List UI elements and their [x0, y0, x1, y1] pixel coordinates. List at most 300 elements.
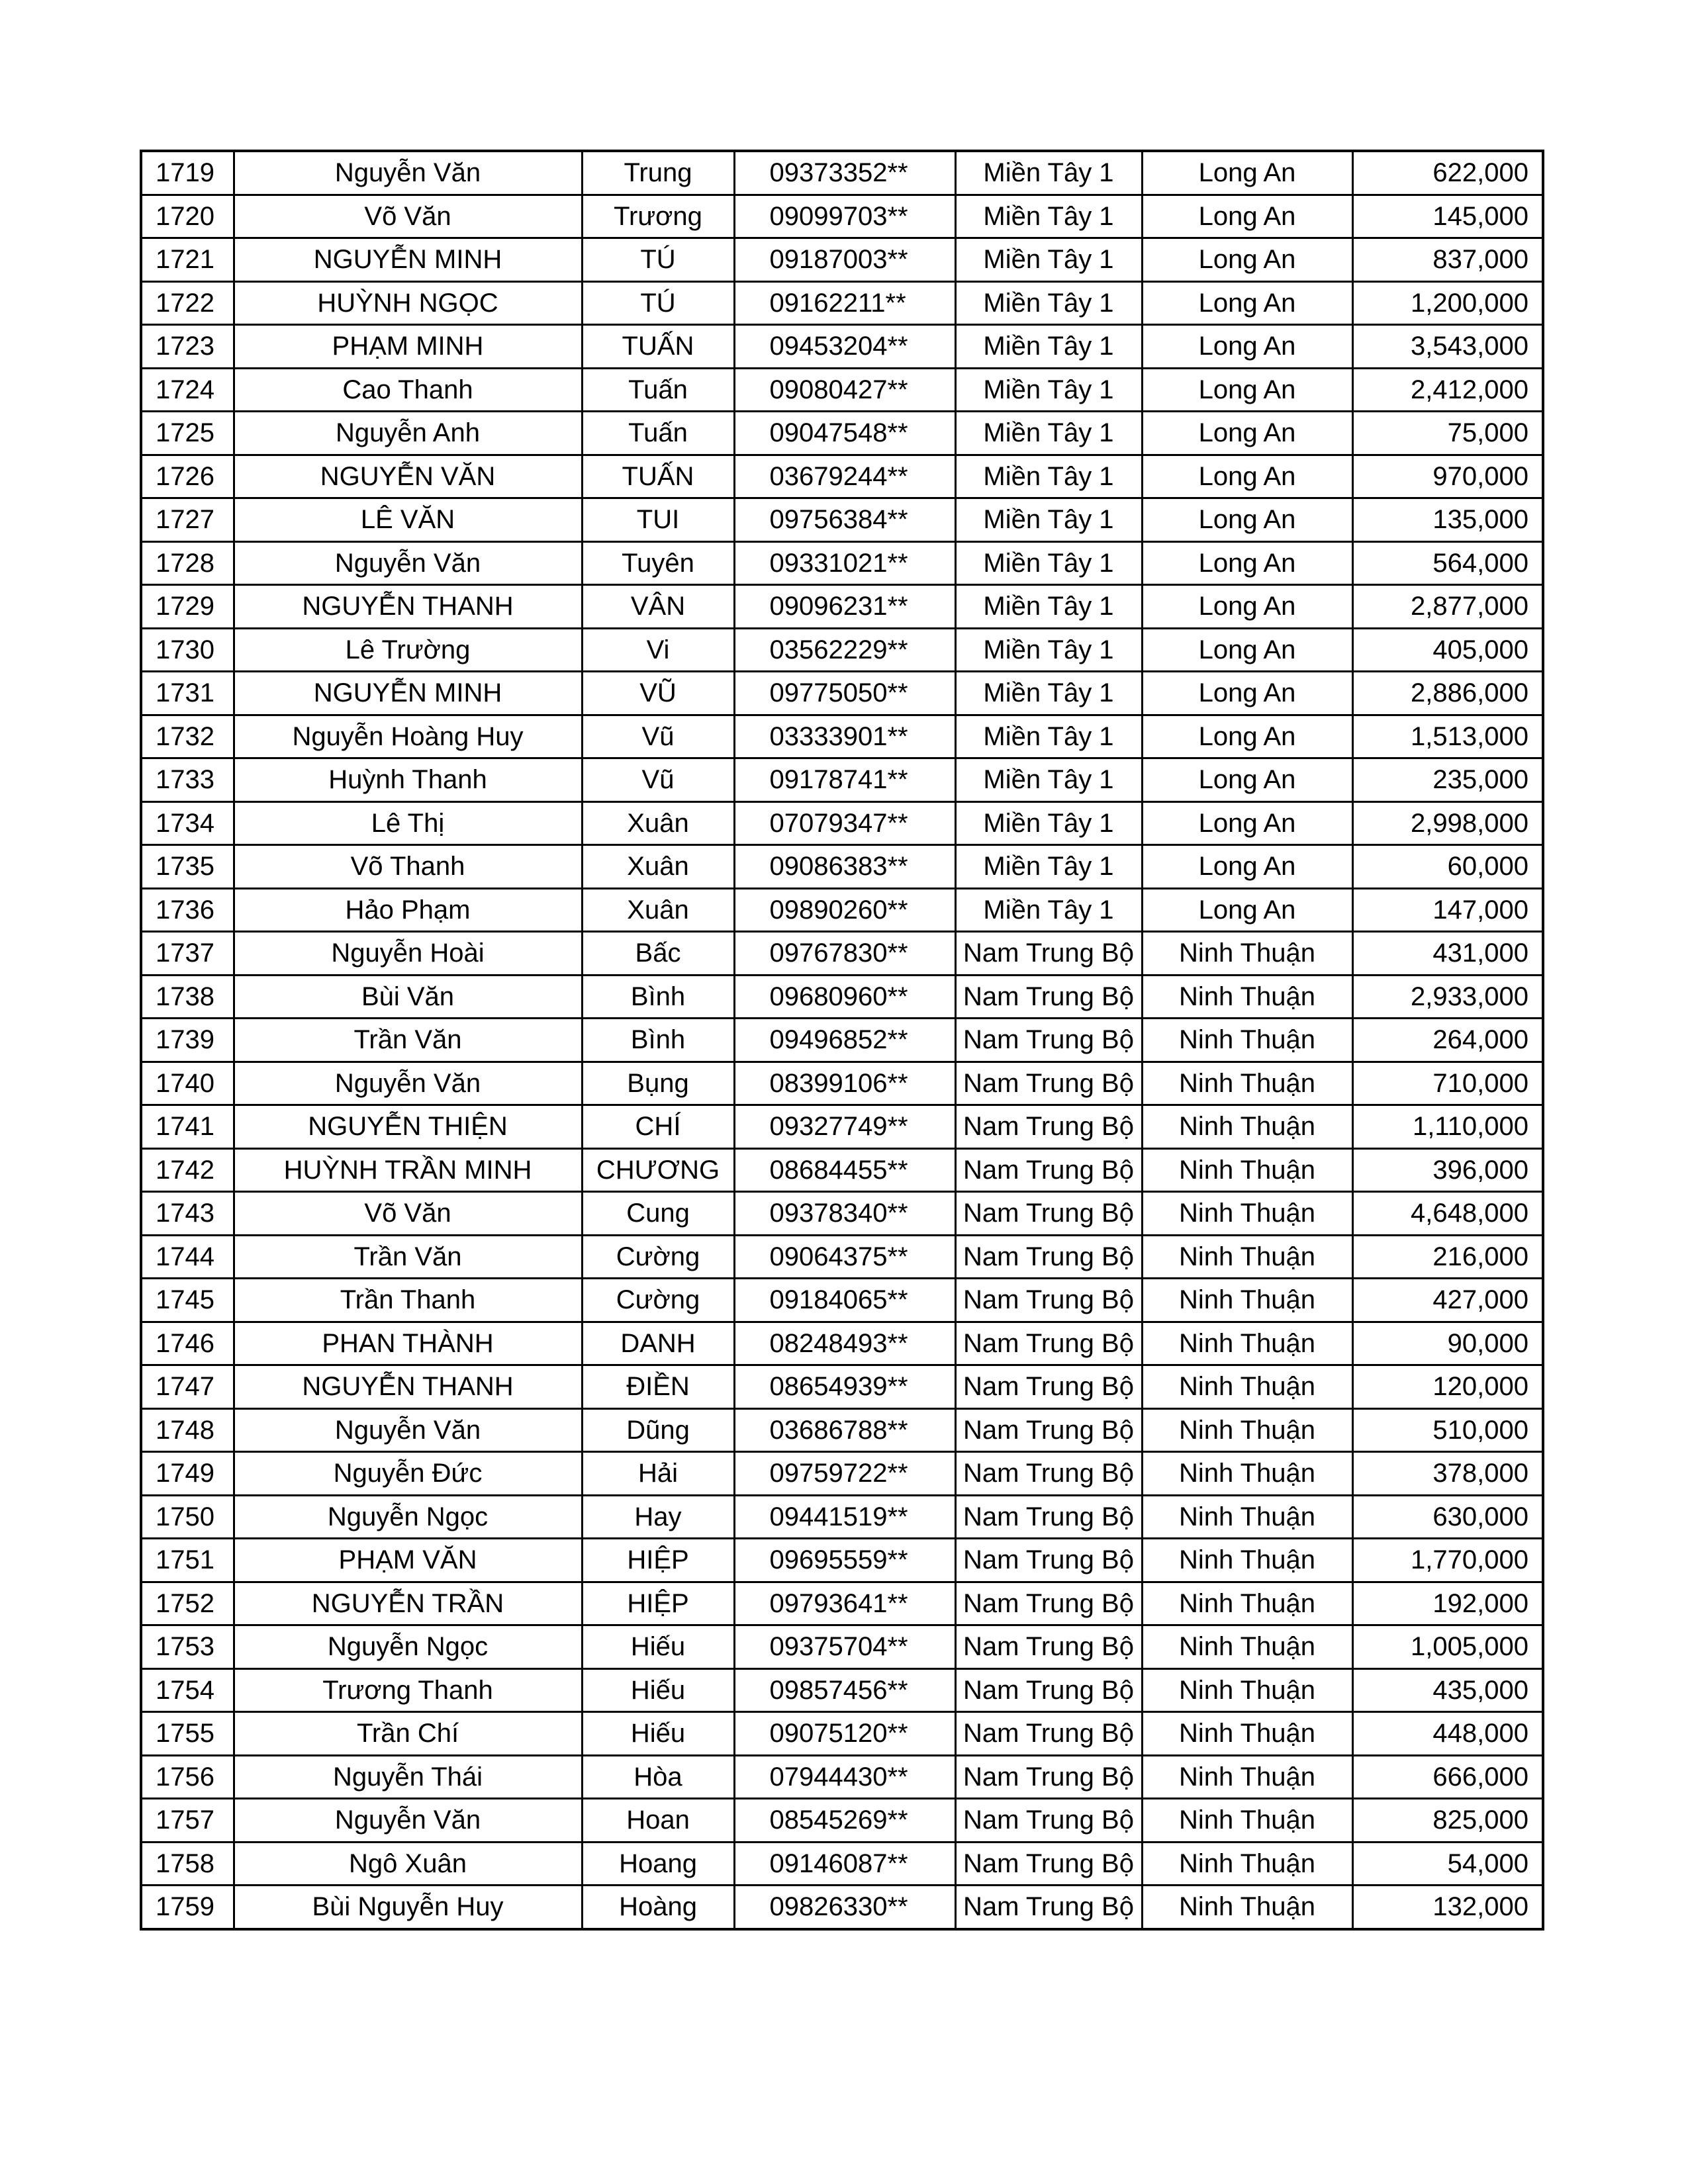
surname-middle-name-cell: PHẠM MINH	[234, 325, 582, 369]
province-cell: Long An	[1142, 325, 1352, 369]
given-name-cell: Hiếu	[582, 1712, 734, 1756]
given-name-cell: Cường	[582, 1235, 734, 1279]
given-name-cell: Cường	[582, 1279, 734, 1322]
province-cell: Ninh Thuận	[1142, 1192, 1352, 1236]
surname-middle-name-cell: NGUYỄN THANH	[234, 585, 582, 629]
given-name-cell: VÂN	[582, 585, 734, 629]
amount-cell: 622,000	[1352, 151, 1543, 195]
amount-cell: 135,000	[1352, 498, 1543, 542]
province-cell: Long An	[1142, 281, 1352, 325]
province-cell: Ninh Thuận	[1142, 1148, 1352, 1192]
phone-number-cell: 09793641**	[734, 1582, 955, 1625]
phone-number-cell: 08654939**	[734, 1365, 955, 1409]
amount-cell: 837,000	[1352, 238, 1543, 282]
amount-cell: 2,886,000	[1352, 672, 1543, 715]
given-name-cell: Xuân	[582, 888, 734, 932]
amount-cell: 60,000	[1352, 845, 1543, 889]
amount-cell: 710,000	[1352, 1062, 1543, 1105]
surname-middle-name-cell: Nguyễn Ngọc	[234, 1625, 582, 1669]
region-cell: Miền Tây 1	[955, 368, 1142, 412]
phone-number-cell: 09759722**	[734, 1452, 955, 1496]
row-number-cell: 1739	[141, 1019, 234, 1062]
row-number-cell: 1727	[141, 498, 234, 542]
amount-cell: 2,998,000	[1352, 801, 1543, 845]
amount-cell: 4,648,000	[1352, 1192, 1543, 1236]
given-name-cell: Hoàng	[582, 1886, 734, 1929]
table-row	[141, 368, 1543, 412]
given-name-cell: Bình	[582, 1019, 734, 1062]
amount-cell: 431,000	[1352, 932, 1543, 976]
surname-middle-name-cell: Võ Văn	[234, 1192, 582, 1236]
amount-cell: 630,000	[1352, 1495, 1543, 1539]
phone-number-cell: 09080427**	[734, 368, 955, 412]
given-name-cell: Hoang	[582, 1842, 734, 1886]
surname-middle-name-cell: Trần Văn	[234, 1235, 582, 1279]
surname-middle-name-cell: Trần Chí	[234, 1712, 582, 1756]
row-number-cell: 1756	[141, 1755, 234, 1799]
province-cell: Long An	[1142, 412, 1352, 455]
amount-cell: 1,200,000	[1352, 281, 1543, 325]
row-number-cell: 1758	[141, 1842, 234, 1886]
amount-cell: 2,933,000	[1352, 975, 1543, 1019]
table-row	[141, 1408, 1543, 1452]
amount-cell: 216,000	[1352, 1235, 1543, 1279]
surname-middle-name-cell: Nguyễn Văn	[234, 1062, 582, 1105]
province-cell: Ninh Thuận	[1142, 1886, 1352, 1929]
row-number-cell: 1725	[141, 412, 234, 455]
table-row	[141, 1279, 1543, 1322]
table-row	[141, 1365, 1543, 1409]
amount-cell: 120,000	[1352, 1365, 1543, 1409]
phone-number-cell: 03679244**	[734, 455, 955, 498]
table-row	[141, 628, 1543, 672]
province-cell: Ninh Thuận	[1142, 1322, 1352, 1365]
phone-number-cell: 03562229**	[734, 628, 955, 672]
phone-number-cell: 09099703**	[734, 195, 955, 238]
table-row	[141, 1192, 1543, 1236]
province-cell: Long An	[1142, 672, 1352, 715]
amount-cell: 75,000	[1352, 412, 1543, 455]
phone-number-cell: 09775050**	[734, 672, 955, 715]
table-row	[141, 888, 1543, 932]
province-cell: Long An	[1142, 888, 1352, 932]
amount-cell: 378,000	[1352, 1452, 1543, 1496]
given-name-cell: Bấc	[582, 932, 734, 976]
phone-number-cell: 09680960**	[734, 975, 955, 1019]
given-name-cell: CHÍ	[582, 1105, 734, 1149]
province-cell: Long An	[1142, 541, 1352, 585]
amount-cell: 1,110,000	[1352, 1105, 1543, 1149]
region-cell: Miền Tây 1	[955, 281, 1142, 325]
amount-cell: 54,000	[1352, 1842, 1543, 1886]
phone-number-cell: 09327749**	[734, 1105, 955, 1149]
phone-number-cell: 09373352**	[734, 151, 955, 195]
row-number-cell: 1744	[141, 1235, 234, 1279]
row-number-cell: 1719	[141, 151, 234, 195]
given-name-cell: Hiếu	[582, 1625, 734, 1669]
given-name-cell: Hải	[582, 1452, 734, 1496]
amount-cell: 435,000	[1352, 1668, 1543, 1712]
given-name-cell: VŨ	[582, 672, 734, 715]
region-cell: Miền Tây 1	[955, 715, 1142, 758]
phone-number-cell: 09375704**	[734, 1625, 955, 1669]
phone-number-cell: 09441519**	[734, 1495, 955, 1539]
given-name-cell: Xuân	[582, 801, 734, 845]
surname-middle-name-cell: Lê Thị	[234, 801, 582, 845]
table-row	[141, 498, 1543, 542]
amount-cell: 405,000	[1352, 628, 1543, 672]
given-name-cell: Hay	[582, 1495, 734, 1539]
province-cell: Ninh Thuận	[1142, 975, 1352, 1019]
table-row	[141, 281, 1543, 325]
province-cell: Long An	[1142, 758, 1352, 802]
table-row	[141, 195, 1543, 238]
given-name-cell: Vũ	[582, 758, 734, 802]
surname-middle-name-cell: Võ Văn	[234, 195, 582, 238]
given-name-cell: Hòa	[582, 1755, 734, 1799]
region-cell: Nam Trung Bộ	[955, 1408, 1142, 1452]
region-cell: Miền Tây 1	[955, 325, 1142, 369]
amount-cell: 2,412,000	[1352, 368, 1543, 412]
phone-number-cell: 09047548**	[734, 412, 955, 455]
table-row	[141, 801, 1543, 845]
region-cell: Miền Tây 1	[955, 455, 1142, 498]
amount-cell: 192,000	[1352, 1582, 1543, 1625]
phone-number-cell: 09331021**	[734, 541, 955, 585]
row-number-cell: 1750	[141, 1495, 234, 1539]
row-number-cell: 1735	[141, 845, 234, 889]
phone-number-cell: 09756384**	[734, 498, 955, 542]
table-row	[141, 1582, 1543, 1625]
amount-cell: 235,000	[1352, 758, 1543, 802]
surname-middle-name-cell: HUỲNH NGỌC	[234, 281, 582, 325]
table-row	[141, 1755, 1543, 1799]
table-row	[141, 1235, 1543, 1279]
given-name-cell: TUẤN	[582, 455, 734, 498]
table-row	[141, 541, 1543, 585]
row-number-cell: 1745	[141, 1279, 234, 1322]
surname-middle-name-cell: Trần Thanh	[234, 1279, 582, 1322]
row-number-cell: 1742	[141, 1148, 234, 1192]
surname-middle-name-cell: NGUYỄN TRẦN	[234, 1582, 582, 1625]
row-number-cell: 1721	[141, 238, 234, 282]
table-row	[141, 1668, 1543, 1712]
phone-number-cell: 07944430**	[734, 1755, 955, 1799]
region-cell: Nam Trung Bộ	[955, 1148, 1142, 1192]
surname-middle-name-cell: NGUYỄN THANH	[234, 1365, 582, 1409]
surname-middle-name-cell: NGUYỄN MINH	[234, 672, 582, 715]
row-number-cell: 1748	[141, 1408, 234, 1452]
table-body	[141, 151, 1543, 1929]
phone-number-cell: 09075120**	[734, 1712, 955, 1756]
region-cell: Nam Trung Bộ	[955, 1105, 1142, 1149]
surname-middle-name-cell: Lê Trường	[234, 628, 582, 672]
region-cell: Nam Trung Bộ	[955, 1452, 1142, 1496]
given-name-cell: Vũ	[582, 715, 734, 758]
phone-number-cell: 09184065**	[734, 1279, 955, 1322]
amount-cell: 666,000	[1352, 1755, 1543, 1799]
given-name-cell: Bụng	[582, 1062, 734, 1105]
phone-number-cell: 07079347**	[734, 801, 955, 845]
table-row	[141, 1799, 1543, 1843]
table-row	[141, 1625, 1543, 1669]
table-row	[141, 715, 1543, 758]
phone-number-cell: 03333901**	[734, 715, 955, 758]
region-cell: Nam Trung Bộ	[955, 1886, 1142, 1929]
table-row	[141, 1539, 1543, 1582]
province-cell: Ninh Thuận	[1142, 1235, 1352, 1279]
row-number-cell: 1731	[141, 672, 234, 715]
given-name-cell: TUI	[582, 498, 734, 542]
table-row	[141, 1062, 1543, 1105]
row-number-cell: 1723	[141, 325, 234, 369]
row-number-cell: 1733	[141, 758, 234, 802]
row-number-cell: 1738	[141, 975, 234, 1019]
region-cell: Miền Tây 1	[955, 195, 1142, 238]
region-cell: Nam Trung Bộ	[955, 975, 1142, 1019]
province-cell: Ninh Thuận	[1142, 1365, 1352, 1409]
table-row	[141, 1322, 1543, 1365]
given-name-cell: Hiếu	[582, 1668, 734, 1712]
amount-cell: 825,000	[1352, 1799, 1543, 1843]
table-row	[141, 412, 1543, 455]
row-number-cell: 1749	[141, 1452, 234, 1496]
phone-number-cell: 09096231**	[734, 585, 955, 629]
row-number-cell: 1751	[141, 1539, 234, 1582]
row-number-cell: 1728	[141, 541, 234, 585]
province-cell: Ninh Thuận	[1142, 1712, 1352, 1756]
amount-cell: 147,000	[1352, 888, 1543, 932]
amount-cell: 3,543,000	[1352, 325, 1543, 369]
phone-number-cell: 09178741**	[734, 758, 955, 802]
table-row	[141, 672, 1543, 715]
table-row	[141, 325, 1543, 369]
table-row	[141, 1886, 1543, 1929]
region-cell: Miền Tây 1	[955, 412, 1142, 455]
region-cell: Miền Tây 1	[955, 585, 1142, 629]
region-cell: Miền Tây 1	[955, 758, 1142, 802]
row-number-cell: 1757	[141, 1799, 234, 1843]
amount-cell: 145,000	[1352, 195, 1543, 238]
surname-middle-name-cell: Nguyễn Anh	[234, 412, 582, 455]
surname-middle-name-cell: Nguyễn Đức	[234, 1452, 582, 1496]
row-number-cell: 1754	[141, 1668, 234, 1712]
phone-number-cell: 09162211**	[734, 281, 955, 325]
amount-cell: 396,000	[1352, 1148, 1543, 1192]
province-cell: Long An	[1142, 628, 1352, 672]
amount-cell: 264,000	[1352, 1019, 1543, 1062]
given-name-cell: Hoan	[582, 1799, 734, 1843]
table-row	[141, 238, 1543, 282]
region-cell: Nam Trung Bộ	[955, 1799, 1142, 1843]
region-cell: Miền Tây 1	[955, 151, 1142, 195]
surname-middle-name-cell: LÊ VĂN	[234, 498, 582, 542]
amount-cell: 448,000	[1352, 1712, 1543, 1756]
row-number-cell: 1759	[141, 1886, 234, 1929]
row-number-cell: 1730	[141, 628, 234, 672]
table-row	[141, 932, 1543, 976]
surname-middle-name-cell: Bùi Văn	[234, 975, 582, 1019]
phone-number-cell: 09496852**	[734, 1019, 955, 1062]
amount-cell: 510,000	[1352, 1408, 1543, 1452]
province-cell: Ninh Thuận	[1142, 1495, 1352, 1539]
table-row	[141, 845, 1543, 889]
region-cell: Nam Trung Bộ	[955, 1495, 1142, 1539]
row-number-cell: 1752	[141, 1582, 234, 1625]
phone-number-cell: 09826330**	[734, 1886, 955, 1929]
given-name-cell: TÚ	[582, 238, 734, 282]
row-number-cell: 1743	[141, 1192, 234, 1236]
province-cell: Long An	[1142, 368, 1352, 412]
row-number-cell: 1736	[141, 888, 234, 932]
given-name-cell: Trương	[582, 195, 734, 238]
amount-cell: 564,000	[1352, 541, 1543, 585]
given-name-cell: Tuấn	[582, 368, 734, 412]
surname-middle-name-cell: Nguyễn Văn	[234, 1408, 582, 1452]
given-name-cell: Trung	[582, 151, 734, 195]
table-row	[141, 1452, 1543, 1496]
province-cell: Ninh Thuận	[1142, 1408, 1352, 1452]
given-name-cell: Tuyên	[582, 541, 734, 585]
phone-number-cell: 08684455**	[734, 1148, 955, 1192]
surname-middle-name-cell: Nguyễn Văn	[234, 541, 582, 585]
row-number-cell: 1729	[141, 585, 234, 629]
province-cell: Ninh Thuận	[1142, 1539, 1352, 1582]
province-cell: Ninh Thuận	[1142, 1062, 1352, 1105]
phone-number-cell: 09146087**	[734, 1842, 955, 1886]
surname-middle-name-cell: Huỳnh Thanh	[234, 758, 582, 802]
phone-number-cell: 09187003**	[734, 238, 955, 282]
province-cell: Ninh Thuận	[1142, 1842, 1352, 1886]
province-cell: Ninh Thuận	[1142, 1452, 1352, 1496]
region-cell: Nam Trung Bộ	[955, 1279, 1142, 1322]
amount-cell: 2,877,000	[1352, 585, 1543, 629]
amount-cell: 132,000	[1352, 1886, 1543, 1929]
province-cell: Long An	[1142, 715, 1352, 758]
row-number-cell: 1740	[141, 1062, 234, 1105]
region-cell: Nam Trung Bộ	[955, 1712, 1142, 1756]
surname-middle-name-cell: PHẠM VĂN	[234, 1539, 582, 1582]
table-row	[141, 151, 1543, 195]
amount-cell: 427,000	[1352, 1279, 1543, 1322]
region-cell: Nam Trung Bộ	[955, 1019, 1142, 1062]
surname-middle-name-cell: Cao Thanh	[234, 368, 582, 412]
province-cell: Ninh Thuận	[1142, 1625, 1352, 1669]
province-cell: Ninh Thuận	[1142, 1105, 1352, 1149]
amount-cell: 90,000	[1352, 1322, 1543, 1365]
region-cell: Miền Tây 1	[955, 888, 1142, 932]
region-cell: Nam Trung Bộ	[955, 1235, 1142, 1279]
row-number-cell: 1720	[141, 195, 234, 238]
given-name-cell: Dũng	[582, 1408, 734, 1452]
phone-number-cell: 09378340**	[734, 1192, 955, 1236]
table-row	[141, 455, 1543, 498]
province-cell: Ninh Thuận	[1142, 1668, 1352, 1712]
region-cell: Nam Trung Bộ	[955, 1582, 1142, 1625]
given-name-cell: Cung	[582, 1192, 734, 1236]
surname-middle-name-cell: Nguyễn Văn	[234, 1799, 582, 1843]
province-cell: Long An	[1142, 195, 1352, 238]
province-cell: Long An	[1142, 455, 1352, 498]
province-cell: Long An	[1142, 845, 1352, 889]
province-cell: Long An	[1142, 801, 1352, 845]
given-name-cell: TÚ	[582, 281, 734, 325]
region-cell: Nam Trung Bộ	[955, 1192, 1142, 1236]
phone-number-cell: 09857456**	[734, 1668, 955, 1712]
surname-middle-name-cell: Nguyễn Văn	[234, 151, 582, 195]
row-number-cell: 1732	[141, 715, 234, 758]
amount-cell: 1,005,000	[1352, 1625, 1543, 1669]
surname-middle-name-cell: Nguyễn Hoài	[234, 932, 582, 976]
amount-cell: 1,770,000	[1352, 1539, 1543, 1582]
province-cell: Ninh Thuận	[1142, 1582, 1352, 1625]
table-row	[141, 1842, 1543, 1886]
given-name-cell: Vi	[582, 628, 734, 672]
surname-middle-name-cell: Nguyễn Thái	[234, 1755, 582, 1799]
table-row	[141, 758, 1543, 802]
given-name-cell: Tuấn	[582, 412, 734, 455]
region-cell: Nam Trung Bộ	[955, 1322, 1142, 1365]
region-cell: Miền Tây 1	[955, 498, 1142, 542]
province-cell: Ninh Thuận	[1142, 1755, 1352, 1799]
surname-middle-name-cell: Nguyễn Hoàng Huy	[234, 715, 582, 758]
phone-number-cell: 09086383**	[734, 845, 955, 889]
region-cell: Miền Tây 1	[955, 672, 1142, 715]
amount-cell: 970,000	[1352, 455, 1543, 498]
row-number-cell: 1741	[141, 1105, 234, 1149]
phone-number-cell: 03686788**	[734, 1408, 955, 1452]
given-name-cell: Xuân	[582, 845, 734, 889]
phone-number-cell: 09453204**	[734, 325, 955, 369]
row-number-cell: 1726	[141, 455, 234, 498]
surname-middle-name-cell: HUỲNH TRẦN MINH	[234, 1148, 582, 1192]
row-number-cell: 1746	[141, 1322, 234, 1365]
region-cell: Nam Trung Bộ	[955, 1755, 1142, 1799]
given-name-cell: Bình	[582, 975, 734, 1019]
province-cell: Ninh Thuận	[1142, 932, 1352, 976]
row-number-cell: 1737	[141, 932, 234, 976]
province-cell: Long An	[1142, 238, 1352, 282]
table-row	[141, 1105, 1543, 1149]
recipient-table	[140, 150, 1544, 1931]
row-number-cell: 1755	[141, 1712, 234, 1756]
phone-number-cell: 09695559**	[734, 1539, 955, 1582]
region-cell: Miền Tây 1	[955, 541, 1142, 585]
phone-number-cell: 08399106**	[734, 1062, 955, 1105]
amount-cell: 1,513,000	[1352, 715, 1543, 758]
table-row	[141, 975, 1543, 1019]
table-row	[141, 1019, 1543, 1062]
given-name-cell: CHƯƠNG	[582, 1148, 734, 1192]
surname-middle-name-cell: Trương Thanh	[234, 1668, 582, 1712]
surname-middle-name-cell: Hảo Phạm	[234, 888, 582, 932]
province-cell: Ninh Thuận	[1142, 1279, 1352, 1322]
phone-number-cell: 08248493**	[734, 1322, 955, 1365]
province-cell: Long An	[1142, 498, 1352, 542]
row-number-cell: 1722	[141, 281, 234, 325]
region-cell: Nam Trung Bộ	[955, 1625, 1142, 1669]
province-cell: Ninh Thuận	[1142, 1799, 1352, 1843]
table-row	[141, 1495, 1543, 1539]
region-cell: Miền Tây 1	[955, 845, 1142, 889]
surname-middle-name-cell: Võ Thanh	[234, 845, 582, 889]
row-number-cell: 1747	[141, 1365, 234, 1409]
province-cell: Long An	[1142, 585, 1352, 629]
phone-number-cell: 09890260**	[734, 888, 955, 932]
phone-number-cell: 09767830**	[734, 932, 955, 976]
region-cell: Miền Tây 1	[955, 628, 1142, 672]
given-name-cell: TUẤN	[582, 325, 734, 369]
